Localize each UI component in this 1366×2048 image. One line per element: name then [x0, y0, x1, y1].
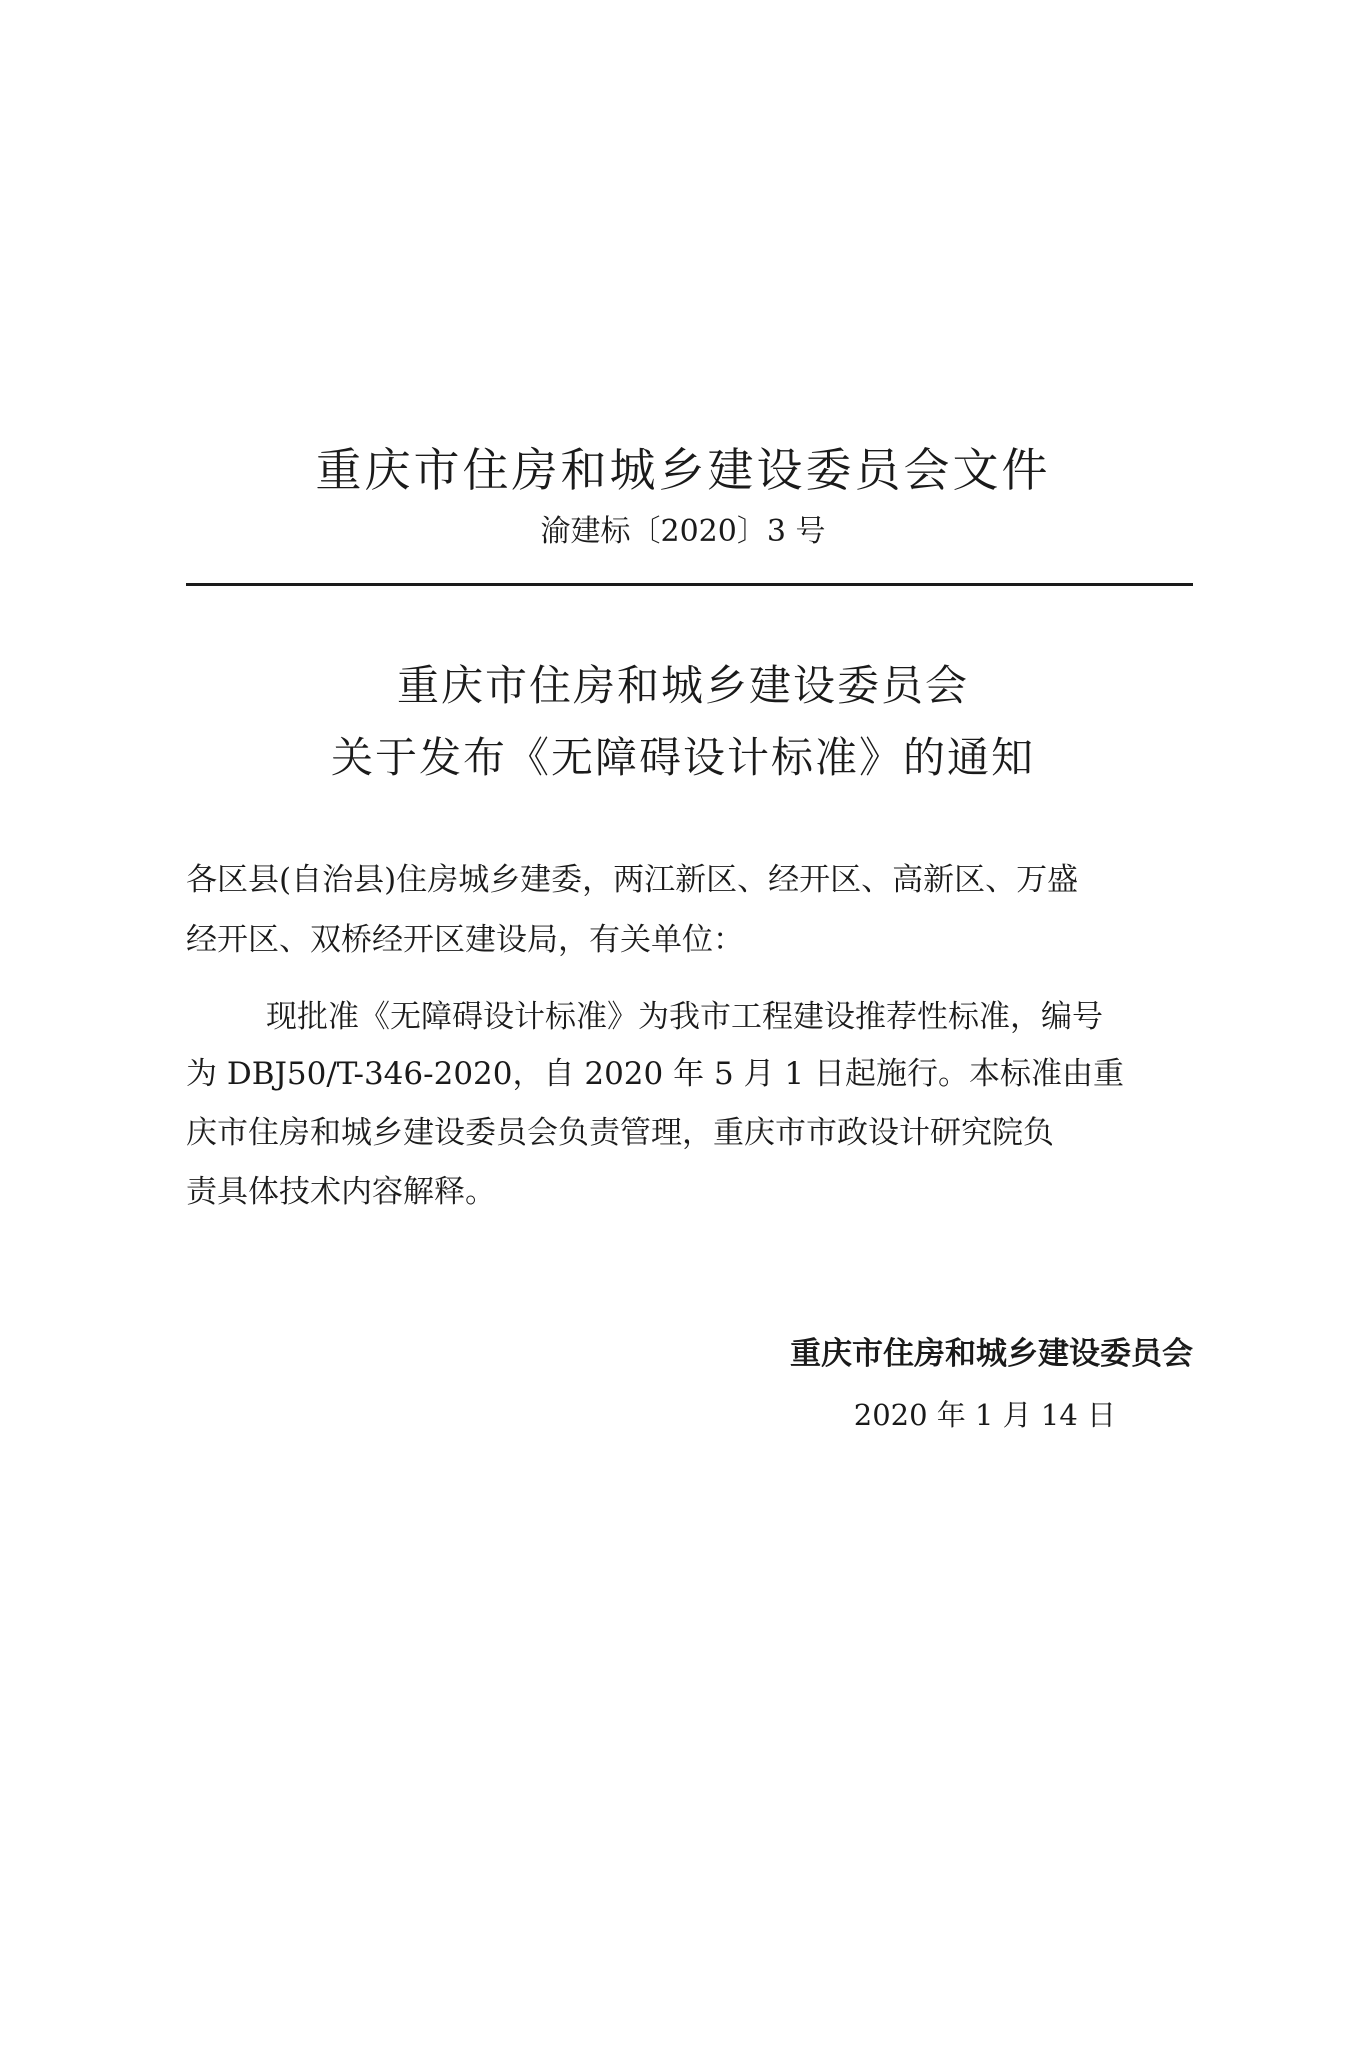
issuer-signature: 重庆市住房和城乡建设委员会: [790, 1336, 1193, 1372]
body-paragraph-line4: 责具体技术内容解释。: [186, 1174, 496, 1210]
issue-date: 2020 年 1 月 14 日: [853, 1398, 1116, 1432]
body-paragraph-line3: 庆市住房和城乡建设委员会负责管理，重庆市市政设计研究院负: [186, 1115, 1054, 1151]
addressee-line2: 经开区、双桥经开区建设局，有关单位：: [186, 922, 744, 958]
body-paragraph-line2: 为 DBJ50/T-346-2020，自 2020 年 5 月 1 日起施行。本标准由重: [186, 1056, 1124, 1092]
body-paragraph-line1: 现批准《无障碍设计标准》为我市工程建设推荐性标准，编号: [266, 999, 1103, 1035]
header-title: 重庆市住房和城乡建设委员会文件: [315, 443, 1051, 497]
document-number: 渝建标〔2020〕3 号: [540, 514, 826, 549]
notice-title-line1: 重庆市住房和城乡建设委员会: [396, 661, 969, 710]
addressee-line1: 各区县(自治县)住房城乡建委，两江新区、经开区、高新区、万盛: [186, 862, 1079, 898]
header-divider: [186, 583, 1193, 586]
notice-title-line2: 关于发布《无障碍设计标准》的通知: [330, 733, 1035, 782]
